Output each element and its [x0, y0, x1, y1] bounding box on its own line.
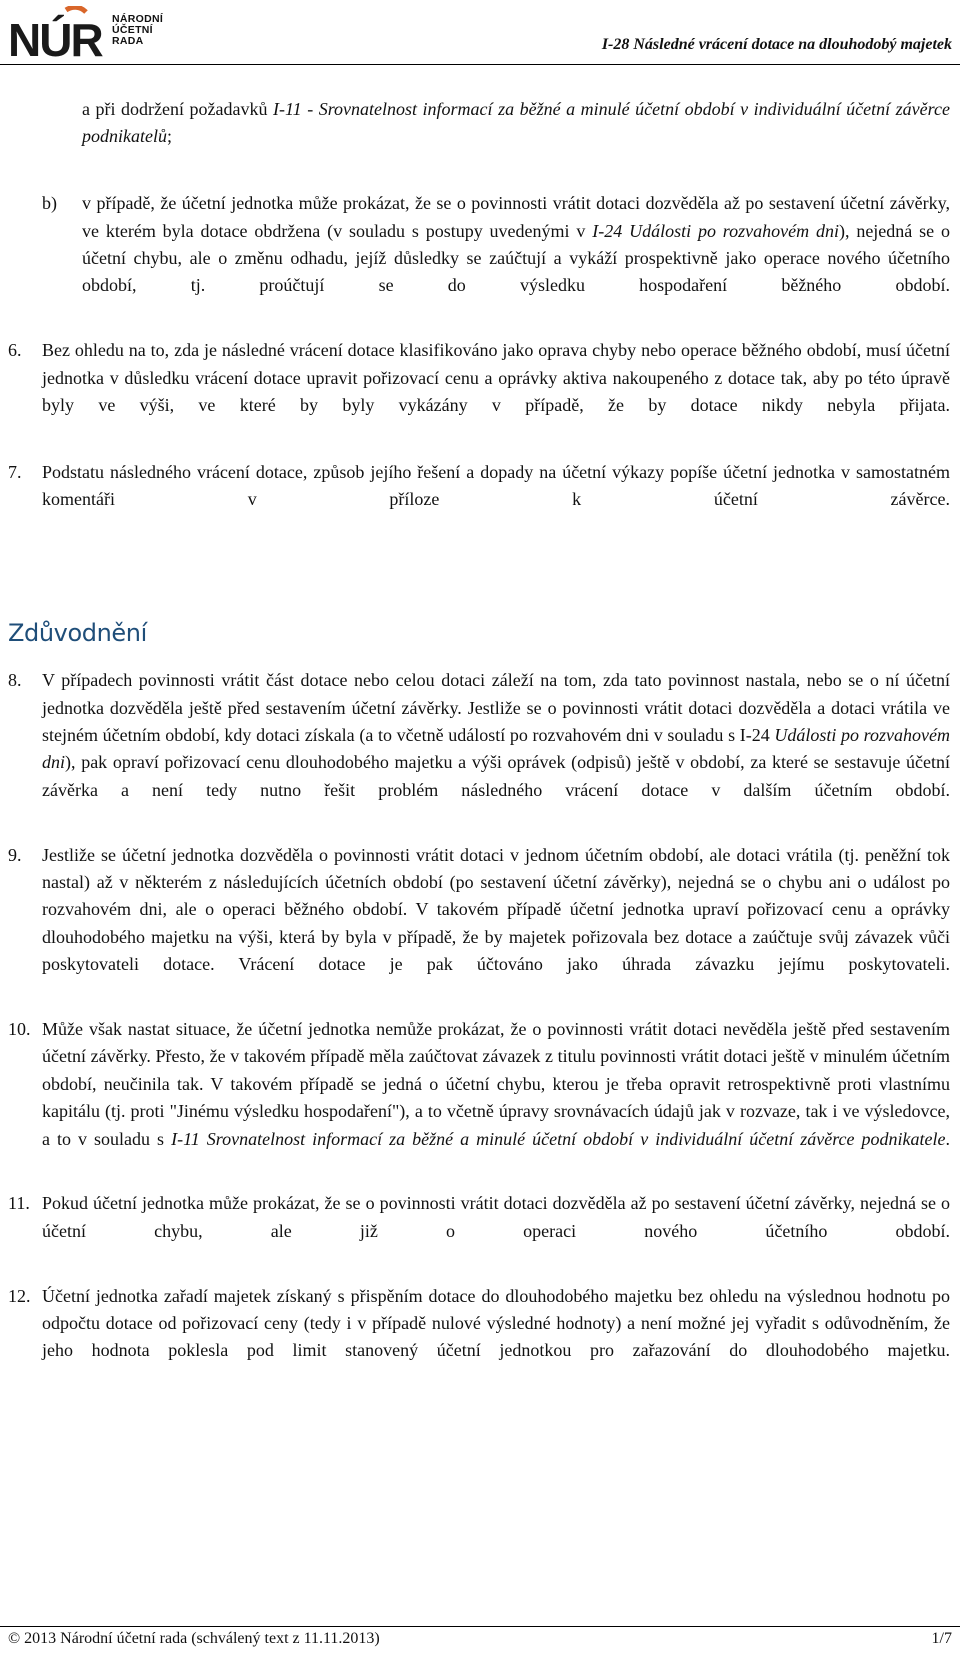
list-marker: b) [42, 193, 57, 214]
paragraph-number: 9. [8, 844, 22, 865]
item-b-text-2: ), nejedná se o účetní chybu, ale o změnu odhadu, jejíž důsledky se zaúčtují a vykáží prospektivně jako operace nového účetního období, tj. proúčtují se do výsledku hospodaření běžného období. [82, 220, 950, 296]
p10-reference: I-11 Srovnatelnost informací za běžné a minulé účetní období v individuální účetní závěrce podnikatele [171, 1128, 946, 1149]
paragraph-10 [0, 1016, 960, 1180]
paragraph-6 [0, 337, 960, 447]
paragraph-number: 6. [8, 340, 22, 361]
paragraph-text: Pokud účetní jednotka může prokázat, že se o povinnosti vrátit dotaci dozvěděla až po sestavení účetní závěrky, nejedná se o účetní chybu, ale již o operaci nového účetního období. [42, 1193, 950, 1241]
paragraph-text: Bez ohledu na to, zda je následné vrácení dotace klasifikováno jako oprava chyby nebo operace běžného období, musí účetní jednotka v důsledku vrácení dotace upravit pořizovací cenu a oprávky aktiva nakoupeného z dotace tak, aby po této úpravě byly ve výši, ve které by byly vykázány v případě, že by dotace nikdy nebyla přijata. [42, 340, 950, 416]
list-item-b [42, 190, 960, 327]
paragraph-12 [0, 1283, 960, 1393]
logo-wordmark [112, 14, 163, 47]
p8-reference: Události po rozvahovém dni [42, 724, 950, 773]
p10-text-1: Může však nastat situace, že účetní jednotka nemůže prokázat, že o povinnosti vrátit dotaci nevěděla ještě před sestavením účetní závěrky. Přesto, že v takovém případě měla zaúčtovat závazek z titulu povinnosti vrátit dotaci ještě v minulém účetním období, neučinila tak. V takovém případě se jedná o účetní chybu, kterou je třeba opravit retrospektivně proti vlastnímu kapitálu (tj. proti "Jinému výsledku hospodaření"), a to včetně úpravy srovnávacích údajů jak v rozvaze, tak i ve výsledovce, a to v souladu s [42, 1018, 950, 1149]
document-title: I-28 Následné vrácení dotace na dlouhodobý majetek [601, 36, 952, 53]
intro-end: ; [166, 126, 172, 147]
svg-text:NÚR: NÚR [8, 14, 102, 60]
footer-copyright: © 2013 Národní účetní rada (schválený text z 11.11.2013) [8, 1630, 380, 1647]
paragraph-7 [0, 459, 960, 541]
page-content [0, 96, 960, 1392]
paragraph-text: Účetní jednotka zařadí majetek získaný s přispěním dotace do dlouhodobého majetku bez ohledu na výslednou hodnotu po odpočtu dotace od pořizovací ceny (tedy i v případě nulové výsledné hodnoty) a není možné jej vyřadit s odůvodněním, že jeho hodnota poklesla pod limit stanovený účetní jednotkou pro zařazování do dlouhodobého majetku. [42, 1285, 950, 1361]
list-item-text [82, 190, 950, 327]
paragraph-number: 12. [8, 1285, 31, 1306]
item-b-reference: I-24 Události po rozvahovém dni [592, 220, 839, 241]
paragraph-8 [0, 667, 960, 831]
paragraph-number: 7. [8, 461, 22, 482]
header-divider [0, 64, 960, 65]
footer-divider [0, 1626, 960, 1627]
intro-reference: I-11 - Srovnatelnost informací za běžné a minulé účetní období v individuální účetní závěrce podnikatelů [82, 99, 950, 147]
logo-line: RADA [112, 35, 144, 47]
item-b-text-1: v případě, že účetní jednotka může prokázat, že se o povinnosti vrátit dotaci dozvěděla až po sestavení účetní závěrky, ve kterém byla dotace obdržena (v souladu s postupy uvedenými v [82, 193, 950, 241]
logo-line: ÚČETNÍ [112, 24, 153, 36]
intro-paragraph [82, 96, 950, 178]
paragraph-number: 8. [8, 670, 22, 691]
paragraph-number: 10. [8, 1018, 31, 1039]
logo-line: NÁRODNÍ [112, 13, 164, 25]
paragraph-text [42, 1016, 950, 1180]
p10-text-2: . [945, 1128, 950, 1149]
intro-text: a při dodržení požadavků [82, 99, 274, 119]
section-heading: Zdůvodnění [8, 619, 147, 648]
page-header [0, 0, 960, 66]
paragraph-number: 11. [8, 1193, 30, 1214]
p8-text-1: V případech povinnosti vrátit část dotace nebo celou dotaci záleží na tom, zda tato povinnost nastala, nebo se o ní účetní jednotka dozvěděla ještě před sestavením účetní závěrky. Jestliže se o povinnosti vrátit dotaci dozvěděla a dotaci vrátila ve stejném účetním období, kdy dotaci získala (a to včetně událostí po rozvahovém dni v souladu s I-24 [42, 670, 950, 745]
p8-text-2: ), pak opraví pořizovací cenu dlouhodobého majetku a výši oprávek (odpisů) ještě v období, za které se sestavuje účetní závěrka a není tedy nutno řešit problém následného vrácení dotace v dalším účetním období. [42, 752, 950, 800]
paragraph-text: Jestliže se účetní jednotka dozvěděla o povinnosti vrátit dotaci v jednom účetním období, ale dotaci vrátila (tj. peněžní tok nastal) až v některém z následujících účetních období (po sestavení účetní závěrky), nejedná se o chybu ani o událost po rozvahovém dni, ale o operaci běžného období. V takovém případě účetní jednotka upraví pořizovací cenu a oprávky dlouhodobého majetku na výši, která by byla v případě, že by majetek pořizovala bez dotace a zaúčtuje svůj závazek vůči poskytovateli dotace. Vrácení dotace je pak účtováno jako úhrada závazku jejímu poskytovateli. [42, 844, 950, 975]
paragraph-text: Podstatu následného vrácení dotace, způsob jejího řešení a dopady na účetní výkazy popíše účetní jednotka v samostatném komentáři v příloze k účetní závěrce. [42, 461, 950, 510]
paragraph-11 [0, 1190, 960, 1272]
page-number: 1/7 [931, 1630, 952, 1647]
paragraph-text [42, 667, 950, 831]
paragraph-9 [0, 842, 960, 1006]
